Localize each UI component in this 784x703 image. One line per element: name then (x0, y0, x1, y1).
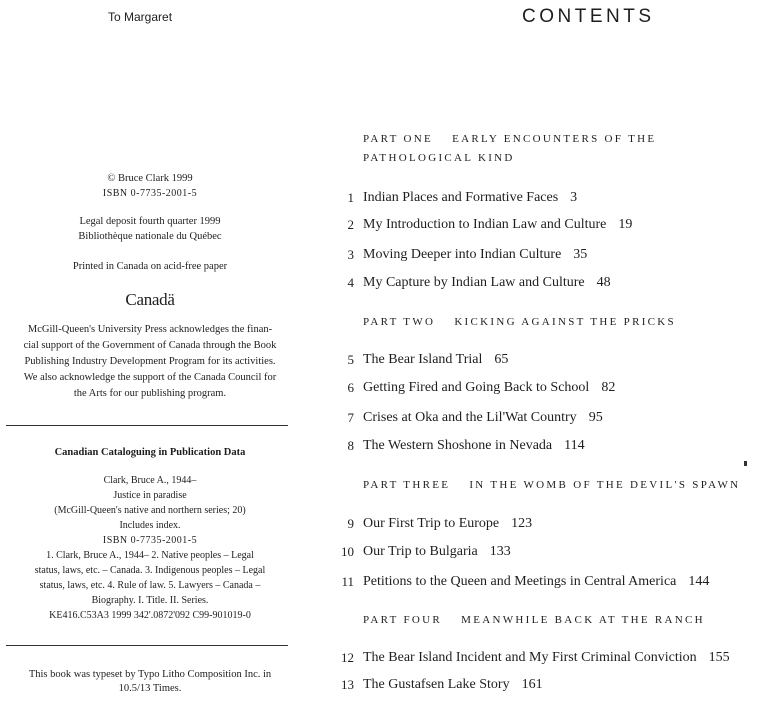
cip-line: KE416.C53A3 1999 342'.0872'092 C99-901019-0 (49, 610, 251, 621)
chapter-number: 5 (347, 352, 354, 367)
printed-line: Printed in Canada on acid-free paper (72, 261, 228, 272)
chapter-page: 161 (521, 677, 543, 692)
chapter-page: 144 (688, 574, 710, 589)
chapter-page: 114 (564, 438, 585, 453)
copyright-line: © Bruce Clark 1999 (107, 173, 193, 184)
part-label: PART FOUR (363, 614, 443, 626)
dedication: To Margaret (108, 10, 173, 24)
part-title: EARLY ENCOUNTERS OF THE (452, 133, 657, 145)
cip-line: status, laws, etc. – Canada. 3. Indigenous peoples – Legal (34, 565, 266, 576)
part-heading (363, 614, 705, 626)
chapter-title: Our Trip to Bulgaria (363, 544, 478, 559)
part-heading (363, 316, 676, 328)
chapter-title: The Bear Island Incident and My First Criminal Conviction (363, 650, 697, 665)
cip-heading: Canadian Cataloguing in Publication Data (54, 447, 246, 458)
chapter-number: 4 (347, 275, 354, 290)
chapter-number: 8 (347, 438, 354, 453)
chapter-title: My Introduction to Indian Law and Culture (363, 217, 607, 232)
chapter-title: Moving Deeper into Indian Culture (363, 247, 562, 262)
cip-line: status, laws, etc. 4. Rule of law. 5. Lawyers – Canada – (39, 580, 261, 591)
divider (6, 425, 288, 426)
part-title: KICKING AGAINST THE PRICKS (454, 316, 676, 328)
chapter-page: 3 (570, 190, 578, 205)
cip-line: ISBN 0-7735-2001-5 (102, 535, 198, 546)
chapter-title: The Bear Island Trial (363, 352, 483, 367)
chapter-number: 2 (347, 217, 354, 232)
chapter-number: 6 (347, 380, 354, 395)
acknowledgement-line: Publishing Industry Development Program for its activities. (24, 356, 276, 367)
chapter-page: 123 (511, 516, 533, 531)
chapter-title: Getting Fired and Going Back to School (363, 380, 590, 395)
acknowledgement-line: cial support of the Government of Canada through the Book (23, 340, 277, 351)
part-heading (363, 133, 656, 145)
part-title-continued: PATHOLOGICAL KIND (363, 152, 515, 164)
chapter-number: 13 (341, 677, 354, 692)
chapter-page: 95 (588, 410, 603, 425)
chapter-title: Petitions to the Queen and Meetings in Central America (363, 574, 677, 589)
acknowledgement-line: the Arts for our publishing program. (73, 388, 227, 399)
chapter-page: 48 (596, 275, 611, 290)
cip-line: 1. Clark, Bruce A., 1944– 2. Native peoples – Legal (46, 550, 254, 561)
cip-line: Biography. I. Title. II. Series. (91, 595, 209, 606)
chapter-page: 35 (573, 247, 588, 262)
cip-line: (McGill-Queen's native and northern series; 20) (54, 505, 246, 516)
contents-page (300, 0, 784, 703)
chapter-title: The Western Shoshone in Nevada (363, 438, 553, 453)
acknowledgement-line: We also acknowledge the support of the Canada Council for (23, 372, 277, 383)
chapter-number: 3 (347, 247, 354, 262)
contents-title: CONTENTS (522, 6, 655, 27)
chapter-title: Our First Trip to Europe (363, 516, 500, 531)
chapter-page: 155 (708, 650, 730, 665)
chapter-page: 19 (618, 217, 633, 232)
chapter-title: The Gustafsen Lake Story (363, 677, 510, 692)
chapter-page: 133 (489, 544, 511, 559)
print-speck (744, 461, 747, 466)
part-heading (363, 479, 740, 491)
acknowledgement-line: McGill-Queen's University Press acknowledges the finan- (27, 324, 273, 335)
chapter-title: Crises at Oka and the Lil'Wat Country (363, 410, 577, 425)
bibliotheque-line: Bibliothèque nationale du Québec (78, 231, 222, 242)
typeset-line: 10.5/13 Times. (118, 683, 182, 694)
chapter-title: Indian Places and Formative Faces (363, 190, 559, 205)
part-title: MEANWHILE BACK AT THE RANCH (461, 614, 705, 626)
chapter-page: 65 (494, 352, 509, 367)
legal-deposit-line: Legal deposit fourth quarter 1999 (79, 216, 221, 227)
cip-line: Justice in paradise (113, 490, 187, 501)
chapter-number: 12 (341, 650, 354, 665)
copyright-page (0, 0, 300, 703)
chapter-page: 82 (601, 380, 616, 395)
part-label: PART ONE (363, 133, 434, 145)
isbn-line: ISBN 0-7735-2001-5 (102, 188, 198, 199)
chapter-title: My Capture by Indian Law and Culture (363, 275, 585, 290)
canada-wordmark: Canadä (125, 290, 175, 309)
chapter-number: 1 (347, 190, 354, 205)
typeset-line: This book was typeset by Typo Litho Composition Inc. in (28, 669, 272, 680)
part-label: PART THREE (363, 479, 451, 491)
chapter-number: 7 (347, 410, 354, 425)
part-title: IN THE WOMB OF THE DEVIL'S SPAWN (469, 479, 741, 491)
cip-line: Includes index. (119, 520, 181, 531)
part-label: PART TWO (363, 316, 436, 328)
chapter-number: 10 (341, 544, 354, 559)
cip-line: Clark, Bruce A., 1944– (103, 475, 197, 486)
chapter-number: 11 (341, 574, 354, 589)
chapter-number: 9 (347, 516, 354, 531)
divider (6, 645, 288, 646)
